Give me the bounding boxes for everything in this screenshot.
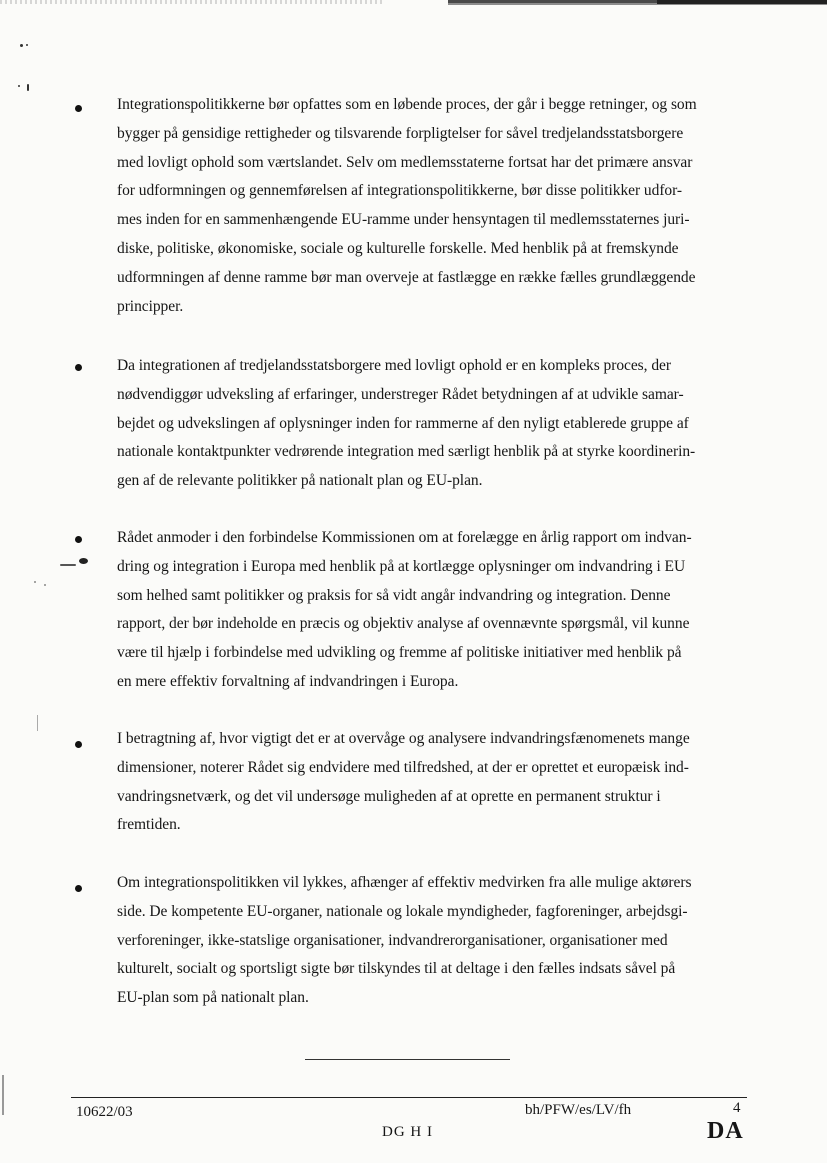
text-line: mes inden for en sammenhængende EU-ramme under hensyntagen til medlemsstaternes juri- (117, 211, 690, 229)
text-line: EU-plan som på nationalt plan. (117, 989, 309, 1007)
scan-artifact-top-right (448, 0, 827, 8)
paragraph-text (117, 524, 752, 697)
paragraph-text (117, 352, 752, 496)
text-line: Integrationspolitikkerne bør opfattes som en løbende proces, der går i begge retninger, og som (117, 96, 697, 113)
scan-speck (37, 715, 38, 731)
text-line: dring og integration i Europa med henblik på at kortlægge oplysninger om indvandring i EU (117, 557, 686, 575)
scan-speck (34, 581, 36, 583)
text-line: fremtiden. (117, 816, 181, 834)
page-number: 4 (733, 1100, 741, 1116)
scan-speck (20, 44, 23, 47)
scan-speck (44, 584, 46, 586)
paragraph-text (117, 869, 752, 1013)
text-line: bejdet og udvekslingen af oplysninger inden for rammerne af den nyligt etablerede gruppe af (117, 414, 689, 432)
text-line: være til hjælp i forbindelse med udvikling og fremme af politiske initiativer med henblik på (117, 644, 682, 662)
text-line: principper. (117, 297, 184, 315)
text-line: Da integrationen af tredjelandsstatsborgere med lovligt ophold er en kompleks proces, der (117, 357, 671, 374)
text-line: nødvendiggør udveksling af erfaringer, understreger Rådet betydningen af at udvikle samar- (117, 385, 684, 403)
bullet-icon (75, 105, 82, 112)
scan-speck (27, 84, 29, 91)
bullet-icon (75, 536, 82, 543)
scan-artifact-top-left (0, 0, 385, 4)
bullet-icon (75, 364, 82, 371)
document-number: 10622/03 (76, 1104, 133, 1120)
language-code: DA (707, 1118, 744, 1144)
text-line: side. De kompetente EU-organer, nationale og lokale myndigheder, fagforeninger, arbejdsgi- (117, 902, 688, 920)
text-line: Om integrationspolitikken vil lykkes, afhænger af effektiv medvirken fra alle mulige aktørers (117, 874, 692, 891)
text-line: udformningen af denne ramme bør man overveje at fastlægge en række fælles grundlæggende (117, 268, 696, 286)
scan-speck (60, 564, 76, 566)
text-line: gen af de relevante politikker på nationalt plan og EU-plan. (117, 472, 483, 490)
bullet-icon (75, 741, 82, 748)
text-line: verforeninger, ikke-statslige organisationer, indvandrerorganisationer, organisationer med (117, 931, 668, 949)
text-line: bygger på gensidige rettigheder og tilsvarende forpligtelser for såvel tredjelandsstatsborgere (117, 124, 684, 142)
text-line: for udformningen og gennemførelsen af integrationspolitikkerne, bør disse politikker udfor- (117, 182, 683, 200)
text-line: som helhed samt politikker og praksis for så vidt angår indvandring og integration. Denne (117, 586, 671, 604)
directorate-label: DG H I (382, 1124, 433, 1140)
end-separator-line (305, 1059, 510, 1060)
scan-edge-mark (2, 1075, 4, 1115)
text-line: med lovligt ophold som værtslandet. Selv om medlemsstaterne fortsat har det primære ansvar (117, 153, 693, 171)
footer-divider (71, 1097, 747, 1098)
bullet-icon (75, 885, 82, 892)
text-line: rapport, der bør indeholde en præcis og objektiv analyse af ovennævnte spørgsmål, vil kunne (117, 615, 690, 633)
scan-speck (79, 558, 88, 564)
paragraph-text (117, 725, 752, 840)
text-line: nationale kontaktpunkter vedrørende integration med særligt henblik på at styrke koordinerin- (117, 443, 696, 461)
text-line: vandringsnetværk, og det vil undersøge muligheden af at oprette en permanent struktur i (117, 787, 661, 805)
text-line: dimensioner, noterer Rådet sig endvidere med tilfredshed, at der er oprettet et europæisk ind- (117, 758, 689, 776)
paragraph-text (117, 91, 752, 321)
text-line: I betragtning af, hvor vigtigt det er at overvåge og analysere indvandringsfænomenets mange (117, 730, 690, 747)
text-line: Rådet anmoder i den forbindelse Kommissionen om at forelægge en årlig rapport om indvan- (117, 529, 692, 546)
scan-speck (26, 44, 28, 46)
scan-speck (18, 85, 20, 87)
text-line: diske, politiske, økonomiske, sociale og kulturelle forskelle. Med henblik på at fremskynde (117, 239, 679, 257)
text-line: en mere effektiv forvaltning af indvandringen i Europa. (117, 672, 459, 690)
text-line: kulturelt, socialt og sportsligt sigte bør tilskyndes til at deltage i den fælles indsats såvel på (117, 960, 676, 978)
reference-code: bh/PFW/es/LV/fh (525, 1102, 632, 1118)
